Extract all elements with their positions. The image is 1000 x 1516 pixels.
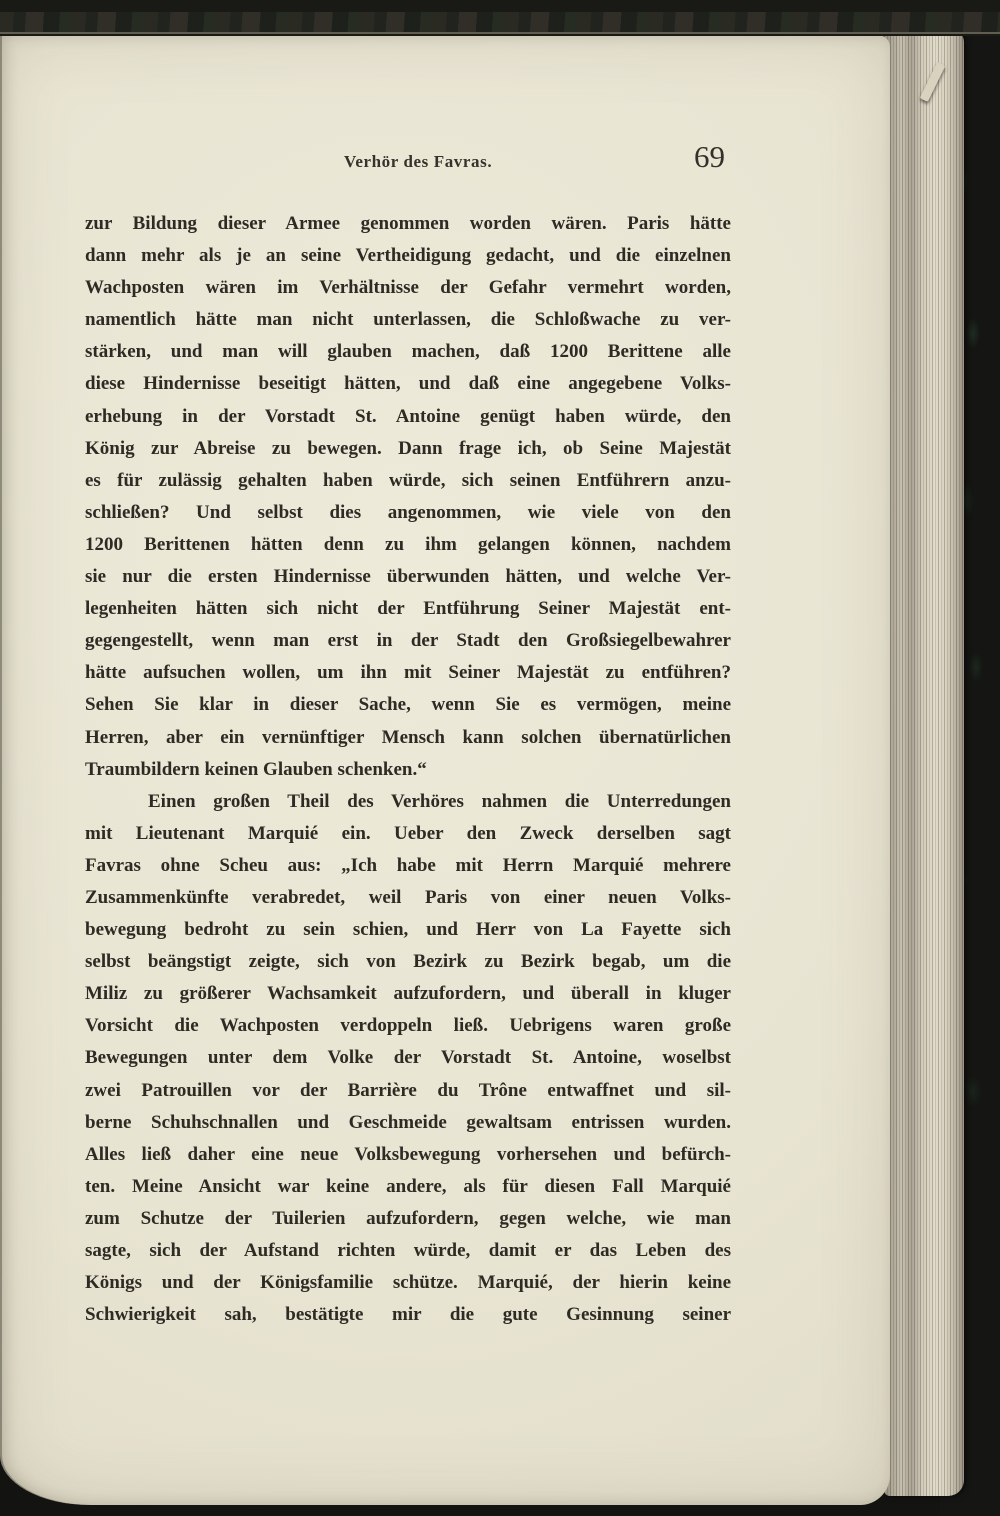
text-block	[85, 208, 731, 1331]
text-line: diese Hindernisse beseitigt hätten, und daß eine angegebene Volks-	[85, 373, 731, 395]
text-line: Schwierigkeit sah, bestätigte mir die gute Gesinnung seiner	[85, 1304, 731, 1326]
text-line: Favras ohne Scheu aus: „Ich habe mit Herrn Marquié mehrere	[85, 854, 731, 876]
text-line: Vorsicht die Wachposten verdoppeln ließ. Uebrigens waren große	[85, 1015, 731, 1037]
page-fore-edge-stack	[884, 30, 964, 1496]
text-line: Wachposten wären im Verhältnisse der Gefahr vermehrt worden,	[85, 277, 731, 299]
text-line: sie nur die ersten Hindernisse überwunden hätten, und welche Ver-	[85, 566, 731, 588]
book-cover-top-edge	[0, 0, 1000, 36]
text-line: dann mehr als je an seine Vertheidigung gedacht, und die einzelnen	[85, 245, 731, 267]
text-line: ten. Meine Ansicht war keine andere, als für diesen Fall Marquié	[85, 1175, 731, 1197]
text-line: schließen? Und selbst dies angenommen, wie viele von den	[85, 501, 731, 523]
text-line: Miliz zu größerer Wachsamkeit aufzufordern, und überall in kluger	[85, 983, 731, 1005]
text-line: Herren, aber ein vernünftiger Mensch kann solchen übernatürlichen	[85, 726, 731, 748]
text-line: Königs und der Königsfamilie schütze. Marquié, der hierin keine	[85, 1272, 731, 1294]
text-line: Zusammenkünfte verabredet, weil Paris von einer neuen Volks-	[85, 886, 731, 908]
text-line: sagte, sich der Aufstand richten würde, damit er das Leben des	[85, 1240, 731, 1261]
text-line: Sehen Sie klar in dieser Sache, wenn Sie es vermögen, meine	[85, 694, 731, 716]
text-line: 1200 Berittenen hätten denn zu ihm gelangen können, nachdem	[85, 533, 731, 555]
text-line: Traumbildern keinen Glauben schenken.“	[85, 758, 427, 780]
text-line: es für zulässig gehalten haben würde, sich seinen Entführern anzu-	[85, 469, 731, 491]
text-line: Alles ließ daher eine neue Volksbewegung vorhersehen und befürch-	[85, 1143, 731, 1165]
text-line: Einen großen Theil des Verhöres nahmen die Unterredungen	[148, 790, 731, 812]
paragraph	[85, 208, 731, 786]
text-line: selbst beängstigt zeigte, sich von Bezirk zu Bezirk begab, um die	[85, 951, 731, 973]
page-number: 69	[694, 139, 725, 174]
text-line: hätte aufsuchen wollen, um ihn mit Seiner Majestät zu entführen?	[85, 662, 731, 684]
text-line: erhebung in der Vorstadt St. Antoine genügt haben würde, den	[85, 405, 731, 427]
text-line: stärken, und man will glauben machen, daß 1200 Berittene alle	[85, 341, 731, 363]
text-line: gegengestellt, wenn man erst in der Stadt den Großsiegelbewahrer	[85, 630, 731, 652]
text-line: zur Bildung dieser Armee genommen worden wären. Paris hätte	[85, 213, 731, 234]
text-line: berne Schuhschnallen und Geschmeide gewaltsam entrissen wurden.	[85, 1111, 731, 1133]
text-line: zum Schutze der Tuilerien aufzufordern, gegen welche, wie man	[85, 1207, 731, 1229]
cover-marble-texture	[0, 12, 1000, 34]
text-line: mit Lieutenant Marquié ein. Ueber den Zweck derselben sagt	[85, 822, 731, 844]
paragraph	[85, 786, 731, 1332]
text-line: bewegung bedroht zu sein schien, und Herr von La Fayette sich	[85, 919, 731, 941]
book-page	[0, 35, 890, 1505]
text-line: König zur Abreise zu bewegen. Dann frage ich, ob Seine Majestät	[85, 437, 731, 459]
running-header: Verhör des Favras.	[344, 152, 493, 171]
text-line: legenheiten hätten sich nicht der Entführung Seiner Majestät ent-	[85, 598, 731, 620]
text-line: namentlich hätte man nicht unterlassen, die Schloßwache zu ver-	[85, 309, 731, 331]
text-line: zwei Patrouillen vor der Barrière du Trône entwaffnet und sil-	[85, 1079, 731, 1101]
text-line: Bewegungen unter dem Volke der Vorstadt St. Antoine, woselbst	[85, 1047, 731, 1069]
